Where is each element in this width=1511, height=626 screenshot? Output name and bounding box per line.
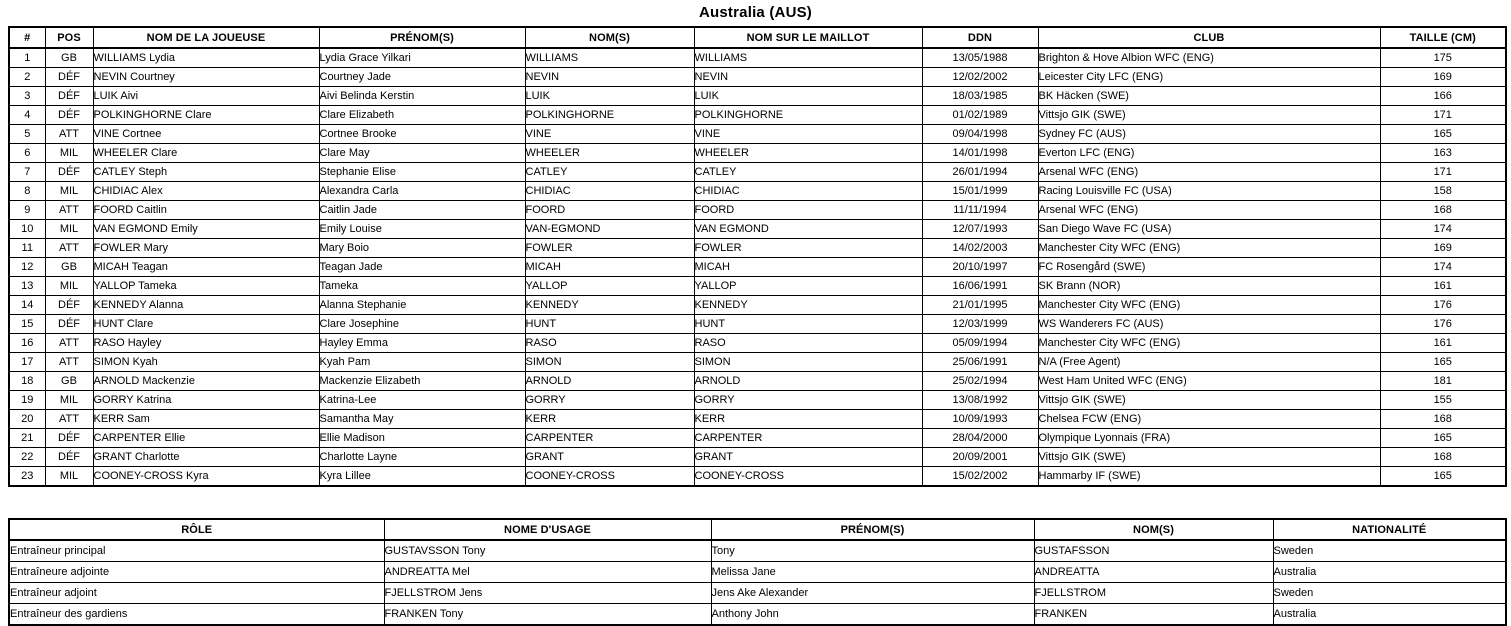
cell-number: 11 (9, 239, 45, 258)
cell-position: DÉF (45, 296, 93, 315)
cell-last-names: ANDREATTA (1034, 562, 1273, 583)
cell-dob: 01/02/1989 (922, 106, 1038, 125)
cell-first-names: Jens Ake Alexander (711, 583, 1034, 604)
cell-club: San Diego Wave FC (USA) (1038, 220, 1380, 239)
cell-number: 21 (9, 429, 45, 448)
cell-height: 161 (1380, 277, 1506, 296)
cell-shirt-name: ARNOLD (694, 372, 922, 391)
cell-position: ATT (45, 201, 93, 220)
cell-player-name: FOWLER Mary (93, 239, 319, 258)
cell-position: MIL (45, 277, 93, 296)
cell-player-name: CARPENTER Ellie (93, 429, 319, 448)
page-title: Australia (AUS) (698, 4, 813, 21)
cell-position: MIL (45, 144, 93, 163)
cell-last-names: SIMON (525, 353, 694, 372)
cell-height: 165 (1380, 125, 1506, 144)
cell-first-names: Alexandra Carla (319, 182, 525, 201)
cell-shirt-name: FOORD (694, 201, 922, 220)
cell-height: 171 (1380, 163, 1506, 182)
cell-shirt-name: CHIDIAC (694, 182, 922, 201)
cell-last-names: GORRY (525, 391, 694, 410)
cell-last-names: FRANKEN (1034, 604, 1273, 626)
cell-position: MIL (45, 182, 93, 201)
cell-height: 158 (1380, 182, 1506, 201)
cell-role: Entraîneure adjointe (9, 562, 384, 583)
column-header-first-names: PRÉNOM(S) (711, 519, 1034, 540)
cell-player-name: GRANT Charlotte (93, 448, 319, 467)
cell-position: GB (45, 258, 93, 277)
cell-first-names: Courtney Jade (319, 68, 525, 87)
cell-first-names: Samantha May (319, 410, 525, 429)
cell-number: 18 (9, 372, 45, 391)
cell-dob: 15/01/1999 (922, 182, 1038, 201)
cell-shirt-name: WILLIAMS (694, 48, 922, 68)
cell-position: ATT (45, 353, 93, 372)
cell-last-names: GRANT (525, 448, 694, 467)
cell-last-names: FOWLER (525, 239, 694, 258)
cell-club: Sydney FC (AUS) (1038, 125, 1380, 144)
cell-usage-name: ANDREATTA Mel (384, 562, 711, 583)
roster-row (9, 125, 1506, 144)
roster-row (9, 334, 1506, 353)
roster-row (9, 87, 1506, 106)
roster-row (9, 220, 1506, 239)
cell-first-names: Kyra Lillee (319, 467, 525, 487)
cell-usage-name: GUSTAVSSON Tony (384, 540, 711, 562)
roster-table-container (8, 26, 1505, 487)
cell-first-names: Cortnee Brooke (319, 125, 525, 144)
cell-club: FC Rosengård (SWE) (1038, 258, 1380, 277)
cell-position: DÉF (45, 429, 93, 448)
column-header-club: CLUB (1038, 27, 1380, 48)
roster-table-body (9, 48, 1506, 486)
cell-last-names: KENNEDY (525, 296, 694, 315)
cell-shirt-name: VAN EGMOND (694, 220, 922, 239)
cell-number: 20 (9, 410, 45, 429)
cell-number: 9 (9, 201, 45, 220)
roster-row (9, 372, 1506, 391)
column-header-number: # (9, 27, 45, 48)
staff-table-head (9, 519, 1506, 540)
column-header-player-name: NOM DE LA JOUEUSE (93, 27, 319, 48)
column-header-height: TAILLE (CM) (1380, 27, 1506, 48)
roster-row (9, 429, 1506, 448)
cell-nationality: Australia (1273, 604, 1506, 626)
cell-number: 6 (9, 144, 45, 163)
cell-dob: 13/05/1988 (922, 48, 1038, 68)
cell-last-names: CARPENTER (525, 429, 694, 448)
cell-position: ATT (45, 410, 93, 429)
cell-player-name: WILLIAMS Lydia (93, 48, 319, 68)
staff-row (9, 604, 1506, 626)
cell-club: Vittsjo GIK (SWE) (1038, 391, 1380, 410)
cell-player-name: HUNT Clare (93, 315, 319, 334)
cell-club: Manchester City WFC (ENG) (1038, 239, 1380, 258)
cell-player-name: KENNEDY Alanna (93, 296, 319, 315)
cell-role: Entraîneur adjoint (9, 583, 384, 604)
cell-club: Manchester City WFC (ENG) (1038, 334, 1380, 353)
cell-position: ATT (45, 125, 93, 144)
cell-player-name: CHIDIAC Alex (93, 182, 319, 201)
cell-club: Racing Louisville FC (USA) (1038, 182, 1380, 201)
cell-shirt-name: KERR (694, 410, 922, 429)
cell-position: DÉF (45, 106, 93, 125)
cell-last-names: HUNT (525, 315, 694, 334)
staff-header-row (9, 519, 1506, 540)
cell-shirt-name: VINE (694, 125, 922, 144)
cell-dob: 14/02/2003 (922, 239, 1038, 258)
cell-position: DÉF (45, 87, 93, 106)
cell-shirt-name: FOWLER (694, 239, 922, 258)
cell-dob: 11/11/1994 (922, 201, 1038, 220)
cell-club: Olympique Lyonnais (FRA) (1038, 429, 1380, 448)
roster-row (9, 353, 1506, 372)
cell-last-names: WHEELER (525, 144, 694, 163)
cell-dob: 05/09/1994 (922, 334, 1038, 353)
cell-dob: 21/01/1995 (922, 296, 1038, 315)
roster-row (9, 391, 1506, 410)
cell-dob: 12/07/1993 (922, 220, 1038, 239)
cell-shirt-name: RASO (694, 334, 922, 353)
cell-club: Arsenal WFC (ENG) (1038, 163, 1380, 182)
cell-number: 19 (9, 391, 45, 410)
roster-row (9, 277, 1506, 296)
cell-club: Manchester City WFC (ENG) (1038, 296, 1380, 315)
cell-nationality: Sweden (1273, 540, 1506, 562)
cell-club: West Ham United WFC (ENG) (1038, 372, 1380, 391)
cell-usage-name: FRANKEN Tony (384, 604, 711, 626)
cell-player-name: COONEY-CROSS Kyra (93, 467, 319, 487)
column-header-first-names: PRÉNOM(S) (319, 27, 525, 48)
cell-height: 166 (1380, 87, 1506, 106)
cell-player-name: YALLOP Tameka (93, 277, 319, 296)
cell-position: MIL (45, 467, 93, 487)
roster-row (9, 182, 1506, 201)
cell-role: Entraîneur principal (9, 540, 384, 562)
cell-player-name: NEVIN Courtney (93, 68, 319, 87)
cell-dob: 18/03/1985 (922, 87, 1038, 106)
cell-club: Brighton & Hove Albion WFC (ENG) (1038, 48, 1380, 68)
cell-shirt-name: POLKINGHORNE (694, 106, 922, 125)
cell-height: 165 (1380, 467, 1506, 487)
cell-first-names: Lydia Grace Yilkari (319, 48, 525, 68)
column-header-last-names: NOM(S) (1034, 519, 1273, 540)
roster-row (9, 68, 1506, 87)
cell-first-names: Ellie Madison (319, 429, 525, 448)
cell-shirt-name: GRANT (694, 448, 922, 467)
cell-player-name: VINE Cortnee (93, 125, 319, 144)
roster-row (9, 144, 1506, 163)
cell-club: SK Brann (NOR) (1038, 277, 1380, 296)
cell-player-name: MICAH Teagan (93, 258, 319, 277)
roster-table-head (9, 27, 1506, 48)
cell-player-name: LUIK Aivi (93, 87, 319, 106)
roster-row (9, 239, 1506, 258)
cell-club: Leicester City LFC (ENG) (1038, 68, 1380, 87)
cell-height: 175 (1380, 48, 1506, 68)
cell-height: 168 (1380, 410, 1506, 429)
column-header-dob: DDN (922, 27, 1038, 48)
cell-last-names: CATLEY (525, 163, 694, 182)
column-header-nationality: NATIONALITÉ (1273, 519, 1506, 540)
cell-position: GB (45, 372, 93, 391)
cell-number: 3 (9, 87, 45, 106)
cell-number: 7 (9, 163, 45, 182)
cell-last-names: FJELLSTROM (1034, 583, 1273, 604)
cell-position: ATT (45, 334, 93, 353)
cell-height: 165 (1380, 429, 1506, 448)
cell-dob: 09/04/1998 (922, 125, 1038, 144)
cell-usage-name: FJELLSTROM Jens (384, 583, 711, 604)
cell-position: ATT (45, 239, 93, 258)
cell-first-names: Caitlin Jade (319, 201, 525, 220)
cell-last-names: WILLIAMS (525, 48, 694, 68)
cell-dob: 20/10/1997 (922, 258, 1038, 277)
cell-number: 14 (9, 296, 45, 315)
roster-row (9, 106, 1506, 125)
cell-first-names: Melissa Jane (711, 562, 1034, 583)
column-header-usage-name: NOME D'USAGE (384, 519, 711, 540)
cell-height: 155 (1380, 391, 1506, 410)
cell-player-name: SIMON Kyah (93, 353, 319, 372)
cell-height: 163 (1380, 144, 1506, 163)
cell-height: 169 (1380, 68, 1506, 87)
staff-table (8, 518, 1507, 626)
cell-height: 174 (1380, 220, 1506, 239)
roster-row (9, 315, 1506, 334)
cell-number: 10 (9, 220, 45, 239)
cell-shirt-name: NEVIN (694, 68, 922, 87)
roster-row (9, 296, 1506, 315)
cell-dob: 25/06/1991 (922, 353, 1038, 372)
cell-number: 12 (9, 258, 45, 277)
cell-height: 169 (1380, 239, 1506, 258)
cell-last-names: POLKINGHORNE (525, 106, 694, 125)
column-header-position: POS (45, 27, 93, 48)
roster-row (9, 467, 1506, 487)
cell-player-name: GORRY Katrina (93, 391, 319, 410)
cell-last-names: GUSTAFSSON (1034, 540, 1273, 562)
cell-dob: 25/02/1994 (922, 372, 1038, 391)
roster-row (9, 258, 1506, 277)
cell-first-names: Kyah Pam (319, 353, 525, 372)
cell-dob: 13/08/1992 (922, 391, 1038, 410)
cell-shirt-name: COONEY-CROSS (694, 467, 922, 487)
cell-last-names: VAN-EGMOND (525, 220, 694, 239)
staff-row (9, 540, 1506, 562)
cell-height: 168 (1380, 201, 1506, 220)
cell-shirt-name: LUIK (694, 87, 922, 106)
cell-shirt-name: YALLOP (694, 277, 922, 296)
cell-dob: 26/01/1994 (922, 163, 1038, 182)
cell-first-names: Mary Boio (319, 239, 525, 258)
cell-height: 171 (1380, 106, 1506, 125)
cell-position: MIL (45, 220, 93, 239)
cell-last-names: COONEY-CROSS (525, 467, 694, 487)
cell-shirt-name: GORRY (694, 391, 922, 410)
roster-row (9, 410, 1506, 429)
cell-number: 8 (9, 182, 45, 201)
cell-last-names: LUIK (525, 87, 694, 106)
cell-number: 15 (9, 315, 45, 334)
cell-shirt-name: MICAH (694, 258, 922, 277)
cell-dob: 12/02/2002 (922, 68, 1038, 87)
cell-height: 174 (1380, 258, 1506, 277)
cell-player-name: KERR Sam (93, 410, 319, 429)
cell-position: DÉF (45, 315, 93, 334)
roster-row (9, 448, 1506, 467)
cell-height: 176 (1380, 296, 1506, 315)
cell-dob: 20/09/2001 (922, 448, 1038, 467)
cell-position: MIL (45, 391, 93, 410)
cell-height: 176 (1380, 315, 1506, 334)
cell-dob: 12/03/1999 (922, 315, 1038, 334)
staff-row (9, 562, 1506, 583)
cell-dob: 28/04/2000 (922, 429, 1038, 448)
column-header-role: RÔLE (9, 519, 384, 540)
cell-last-names: KERR (525, 410, 694, 429)
cell-shirt-name: SIMON (694, 353, 922, 372)
cell-height: 165 (1380, 353, 1506, 372)
cell-club: Chelsea FCW (ENG) (1038, 410, 1380, 429)
cell-shirt-name: KENNEDY (694, 296, 922, 315)
cell-number: 17 (9, 353, 45, 372)
cell-first-names: Anthony John (711, 604, 1034, 626)
cell-dob: 15/02/2002 (922, 467, 1038, 487)
cell-club: Arsenal WFC (ENG) (1038, 201, 1380, 220)
cell-height: 168 (1380, 448, 1506, 467)
cell-first-names: Clare Elizabeth (319, 106, 525, 125)
cell-first-names: Aivi Belinda Kerstin (319, 87, 525, 106)
cell-last-names: ARNOLD (525, 372, 694, 391)
column-header-shirt-name: NOM SUR LE MAILLOT (694, 27, 922, 48)
cell-club: Vittsjo GIK (SWE) (1038, 448, 1380, 467)
cell-club: Vittsjo GIK (SWE) (1038, 106, 1380, 125)
roster-row (9, 201, 1506, 220)
cell-nationality: Australia (1273, 562, 1506, 583)
roster-table (8, 26, 1507, 487)
cell-first-names: Katrina-Lee (319, 391, 525, 410)
cell-player-name: WHEELER Clare (93, 144, 319, 163)
cell-first-names: Tony (711, 540, 1034, 562)
cell-first-names: Alanna Stephanie (319, 296, 525, 315)
cell-number: 4 (9, 106, 45, 125)
cell-number: 5 (9, 125, 45, 144)
cell-last-names: NEVIN (525, 68, 694, 87)
cell-first-names: Clare May (319, 144, 525, 163)
cell-dob: 14/01/1998 (922, 144, 1038, 163)
cell-player-name: VAN EGMOND Emily (93, 220, 319, 239)
cell-number: 23 (9, 467, 45, 487)
cell-first-names: Stephanie Elise (319, 163, 525, 182)
cell-last-names: RASO (525, 334, 694, 353)
cell-dob: 16/06/1991 (922, 277, 1038, 296)
cell-number: 1 (9, 48, 45, 68)
staff-row (9, 583, 1506, 604)
cell-club: N/A (Free Agent) (1038, 353, 1380, 372)
cell-last-names: MICAH (525, 258, 694, 277)
cell-player-name: ARNOLD Mackenzie (93, 372, 319, 391)
cell-number: 13 (9, 277, 45, 296)
cell-shirt-name: CATLEY (694, 163, 922, 182)
cell-first-names: Hayley Emma (319, 334, 525, 353)
cell-first-names: Clare Josephine (319, 315, 525, 334)
cell-player-name: CATLEY Steph (93, 163, 319, 182)
cell-height: 161 (1380, 334, 1506, 353)
cell-first-names: Emily Louise (319, 220, 525, 239)
cell-position: DÉF (45, 448, 93, 467)
cell-club: Everton LFC (ENG) (1038, 144, 1380, 163)
cell-number: 22 (9, 448, 45, 467)
staff-table-body (9, 540, 1506, 625)
cell-number: 16 (9, 334, 45, 353)
cell-first-names: Mackenzie Elizabeth (319, 372, 525, 391)
cell-number: 2 (9, 68, 45, 87)
cell-position: DÉF (45, 68, 93, 87)
cell-first-names: Tameka (319, 277, 525, 296)
roster-row (9, 48, 1506, 68)
cell-position: GB (45, 48, 93, 68)
cell-nationality: Sweden (1273, 583, 1506, 604)
roster-row (9, 163, 1506, 182)
cell-player-name: RASO Hayley (93, 334, 319, 353)
cell-last-names: CHIDIAC (525, 182, 694, 201)
roster-header-row (9, 27, 1506, 48)
cell-position: DÉF (45, 163, 93, 182)
cell-height: 181 (1380, 372, 1506, 391)
cell-shirt-name: CARPENTER (694, 429, 922, 448)
cell-shirt-name: HUNT (694, 315, 922, 334)
cell-last-names: YALLOP (525, 277, 694, 296)
cell-first-names: Teagan Jade (319, 258, 525, 277)
cell-dob: 10/09/1993 (922, 410, 1038, 429)
cell-player-name: POLKINGHORNE Clare (93, 106, 319, 125)
column-header-last-names: NOM(S) (525, 27, 694, 48)
cell-last-names: FOORD (525, 201, 694, 220)
cell-club: WS Wanderers FC (AUS) (1038, 315, 1380, 334)
cell-player-name: FOORD Caitlin (93, 201, 319, 220)
staff-table-container (8, 518, 1505, 626)
cell-role: Entraîneur des gardiens (9, 604, 384, 626)
cell-last-names: VINE (525, 125, 694, 144)
cell-first-names: Charlotte Layne (319, 448, 525, 467)
cell-club: Hammarby IF (SWE) (1038, 467, 1380, 487)
cell-shirt-name: WHEELER (694, 144, 922, 163)
cell-club: BK Häcken (SWE) (1038, 87, 1380, 106)
